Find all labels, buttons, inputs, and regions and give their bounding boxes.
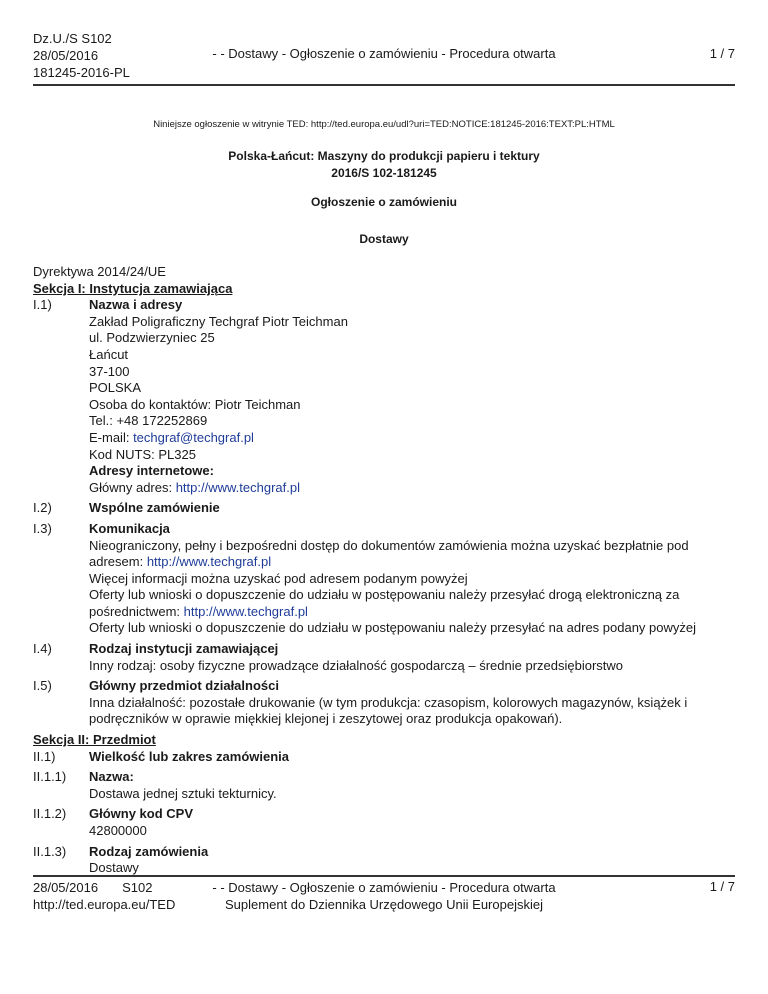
- authority-type: Inny rodzaj: osoby fizyczne prowadzące działalność gospodarczą – średnie przedsiębiorstwo: [89, 657, 624, 673]
- email-label: E-mail:: [89, 429, 134, 445]
- notice-type: Ogłoszenie o zamówieniu: [310, 195, 458, 209]
- footer-url[interactable]: http://ted.europa.eu/TED: [33, 897, 176, 912]
- header-divider: [33, 84, 735, 86]
- item-title: Wspólne zamówienie: [89, 500, 220, 516]
- directive: Dyrektywa 2014/24/UE: [33, 264, 166, 279]
- footer-page-number: 1 / 7: [709, 879, 735, 894]
- footer-divider: [33, 875, 735, 877]
- comm-submit-link[interactable]: http://www.techgraf.pl: [183, 603, 308, 619]
- contract-name: Dostawa jednej sztuki tekturnicy.: [89, 785, 277, 801]
- item-number: II.1): [33, 748, 56, 764]
- notice-category: Dostawy: [359, 232, 409, 246]
- notice-content: [33, 264, 735, 877]
- item-number: II.1.2): [33, 806, 67, 822]
- comm-address-label: adresem:: [89, 554, 147, 570]
- item-II-1-1: [33, 769, 735, 802]
- activity-line-2: podręczników w oprawie miękkiej klejonej i zeszytowej oraz produkcja opakowań).: [89, 711, 563, 727]
- contract-type: Dostawy: [89, 860, 139, 876]
- nuts-code: Kod NUTS: PL325: [89, 446, 196, 462]
- item-title: Nazwa i adresy: [89, 297, 183, 313]
- item-title: Rodzaj instytucji zamawiającej: [89, 641, 279, 657]
- item-I-2: [33, 500, 735, 517]
- item-number: I.4): [33, 641, 52, 657]
- item-title: Główny kod CPV: [89, 806, 194, 822]
- header-page-number: 1 / 7: [709, 46, 735, 61]
- section-1-heading: Sekcja I: Instytucja zamawiająca: [33, 280, 233, 296]
- org-street: ul. Podzwierzyniec 25: [89, 330, 215, 346]
- main-address-label: Główny adres:: [89, 479, 176, 495]
- page-footer: [33, 879, 735, 919]
- notice-id: 181245-2016-PL: [33, 65, 130, 80]
- item-number: I.1): [33, 297, 52, 313]
- item-title: Nazwa:: [89, 769, 134, 785]
- item-I-5: [33, 678, 735, 728]
- item-title: Wielkość lub zakres zamówienia: [89, 748, 290, 764]
- footer-title-line-1: - - Dostawy - Ogłoszenie o zamówieniu - Procedura otwarta: [212, 880, 556, 895]
- comm-line-6: Oferty lub wnioski o dopuszczenie do udziału w postępowaniu należy przesyłać na adres podany powyżej: [89, 620, 697, 636]
- footer-series: S102: [122, 880, 153, 895]
- item-II-1-2: [33, 806, 735, 839]
- footer-title-line-2: Suplement do Dziennika Urzędowego Unii Europejskiej: [225, 897, 543, 912]
- item-I-1: [33, 297, 735, 496]
- org-postcode: 37-100: [89, 363, 130, 379]
- footer-title: [33, 879, 735, 913]
- notice-title: Polska-Łańcut: Maszyny do produkcji papieru i tektury: [228, 149, 540, 163]
- item-number: II.1.3): [33, 843, 67, 859]
- header-title: - - Dostawy - Ogłoszenie o zamówieniu - Procedura otwarta: [212, 46, 556, 61]
- footer-date: 28/05/2016: [33, 880, 99, 895]
- org-city: Łańcut: [89, 346, 129, 362]
- org-name: Zakład Poligraficzny Techgraf Piotr Teichman: [89, 313, 348, 329]
- item-number: I.3): [33, 520, 52, 536]
- section-2-heading: Sekcja II: Przedmiot: [33, 732, 156, 748]
- doc-ref: Dz.U./S S102: [33, 31, 112, 46]
- org-country: POLSKA: [89, 380, 142, 396]
- item-title: Główny przedmiot działalności: [89, 678, 279, 694]
- item-I-4: [33, 641, 735, 674]
- org-phone: Tel.: +48 172252869: [89, 413, 208, 429]
- activity-line-1: Inna działalność: pozostałe drukowanie (w tym produkcja: czasopism, kolorowych magazynów, książek i: [89, 694, 688, 710]
- main-address-link[interactable]: http://www.techgraf.pl: [175, 479, 300, 495]
- comm-submit-label: pośrednictwem:: [89, 603, 184, 619]
- item-I-3: [33, 521, 735, 637]
- item-title: Komunikacja: [89, 520, 170, 536]
- page-header: [33, 30, 735, 82]
- item-II-1-3: [33, 844, 735, 877]
- item-number: II.1.1): [33, 769, 67, 785]
- item-number: I.2): [33, 500, 52, 516]
- org-contact: Osoba do kontaktów: Piotr Teichman: [89, 396, 301, 412]
- email-link[interactable]: techgraf@techgraf.pl: [133, 429, 254, 445]
- item-title: Rodzaj zamówienia: [89, 843, 209, 859]
- cpv-code: 42800000: [89, 823, 147, 838]
- comm-line-1: Nieograniczony, pełny i bezpośredni dostęp do dokumentów zamówienia można uzyskać bezpłatnie pod: [89, 537, 689, 553]
- comm-line-4: Oferty lub wnioski o dopuszczenie do udziału w postępowaniu należy przesyłać drogą elektroniczną za: [89, 587, 680, 603]
- notice-number: 2016/S 102-181245: [331, 166, 437, 180]
- ted-notice-link[interactable]: Niniejsze ogłoszenie w witrynie TED: http://ted.europa.eu/udl?uri=TED:NOTICE:181245-2016:TEXT:PL:HTML: [153, 119, 615, 130]
- item-II-1: [33, 749, 735, 766]
- web-addresses-heading: Adresy internetowe:: [89, 463, 214, 479]
- item-number: I.5): [33, 678, 52, 694]
- header-date: 28/05/2016: [33, 48, 99, 63]
- comm-address-link[interactable]: http://www.techgraf.pl: [146, 554, 272, 570]
- comm-line-3: Więcej informacji można uzyskać pod adresem podanym powyżej: [89, 570, 468, 586]
